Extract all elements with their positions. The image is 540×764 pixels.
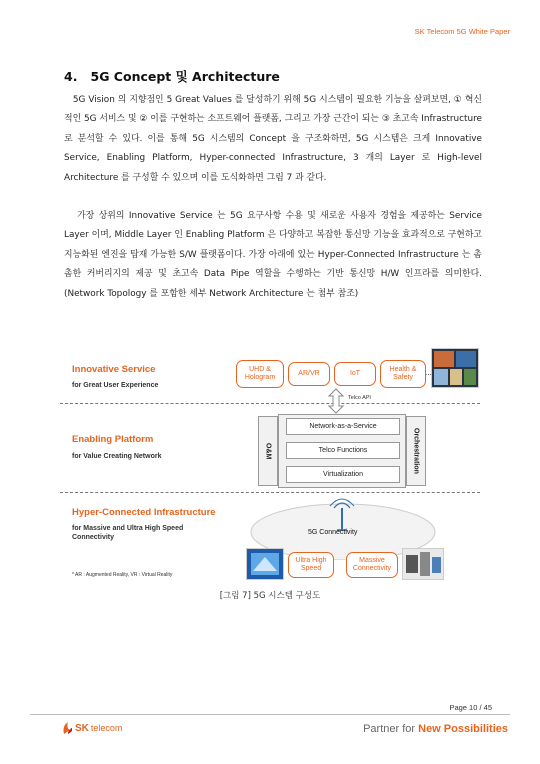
service-iot: IoT — [334, 362, 376, 386]
footer-divider — [30, 714, 510, 715]
connectivity-label: 5G Connectivity — [308, 529, 358, 536]
antenna-icon — [326, 498, 358, 532]
om-label: O&M — [264, 442, 272, 460]
service-health-safety: Health & Safety — [380, 360, 426, 388]
service-ar-vr: AR/VR — [288, 362, 330, 386]
infra-image-left — [246, 548, 284, 580]
section-title: 4. 5G Concept 및 Architecture — [64, 69, 280, 84]
orchestration-box — [406, 416, 426, 486]
om-box — [258, 416, 278, 486]
service-uhd-hologram: UHD & Hologram — [236, 360, 284, 388]
paragraph-text: 5G Vision 의 지향점인 5 Great Values 를 달성하기 위해 5G 시스템이 필요한 기능을 살펴보면, ① 혁신적인 5G 서비스 및 ② 이를 구현하는 소프트웨어 플랫폼, 그리고 가장 근간이 되는 ③ 초고속 Infrastructure 로 분석할 수 있다. 이를 통해 5G 시스템의 Concept 을 구조화하면, 5G 시스템은 크게 Innovative Service, Enabling Platform, Hyper-connected Infrastructure, 3 개의 Layer 로 High-level Architecture 를 구성할 수 있으며 이를 도식화하면 그림 7 과 같다. — [64, 95, 482, 183]
telco-api-label: Telco API — [348, 395, 371, 401]
page-number: Page 10 / 45 — [449, 703, 492, 712]
telco-functions-box: Telco Functions — [286, 442, 400, 459]
partner-slogan — [363, 723, 508, 735]
paragraph-1 — [64, 91, 482, 188]
sk-telecom-logo — [62, 720, 122, 736]
infra-image-right — [402, 548, 444, 580]
figure-caption: [그림 7] 5G 시스템 구성도 — [219, 591, 321, 601]
layer-title-service: Innovative Service — [72, 364, 156, 375]
service-images — [431, 348, 479, 388]
layer-title-platform: Enabling Platform — [72, 434, 154, 445]
sk-butterfly-icon — [62, 720, 72, 736]
telco-api-arrow-icon — [328, 388, 344, 414]
virtualization-box: Virtualization — [286, 466, 400, 483]
slogan-prefix: Partner for — [363, 723, 419, 735]
page-header: SK Telecom 5G White Paper — [414, 27, 510, 36]
footnote: * AR : Augmented Reality, VR : Virtual Reality — [72, 572, 173, 578]
orchestration-label: Orchestration — [412, 428, 420, 474]
paragraph-2 — [64, 207, 482, 304]
infra-massive-connectivity: Massive Connectivity — [346, 552, 398, 578]
layer-sub-service: for Great User Experience — [72, 382, 159, 389]
logo-sk-text: SK — [75, 722, 89, 734]
layer-divider — [60, 492, 480, 493]
slogan-highlight: New Possibilities — [418, 723, 508, 735]
layer-title-infra: Hyper-Connected Infrastructure — [72, 507, 216, 518]
naas-box: Network-as-a-Service — [286, 418, 400, 435]
paragraph-text: 가장 상위의 Innovative Service 는 5G 요구사항 수용 및 새로운 사용자 경험을 제공하는 Service Layer 이며, Middle Layer 인 Enabling Platform 은 다양하고 복잡한 통신망 기능을 효과적으로 구현하고 지능화된 엔진을 탑재 가능한 S/W 플랫폼이다. 가장 아래에 있는 Hyper-Connected Infrastructure 는 촘촘한 커버리지의 제공 및 초고속 Data Pipe 역할을 수행하는 기반 통신망 H/W 인프라를 의미한다. (Network Topology 를 포함한 세부 Network Architecture 는 첨부 참조) — [64, 211, 482, 299]
layer-divider — [60, 403, 480, 404]
ellipsis: ... — [425, 368, 432, 377]
logo-telecom-text: telecom — [90, 723, 123, 733]
infra-ultra-high-speed: Ultra High Speed — [288, 552, 334, 578]
layer-sub-infra: for Massive and Ultra High Speed Connectivity — [72, 525, 184, 541]
architecture-diagram — [60, 348, 480, 584]
layer-sub-platform: for Value Creating Network — [72, 453, 162, 460]
